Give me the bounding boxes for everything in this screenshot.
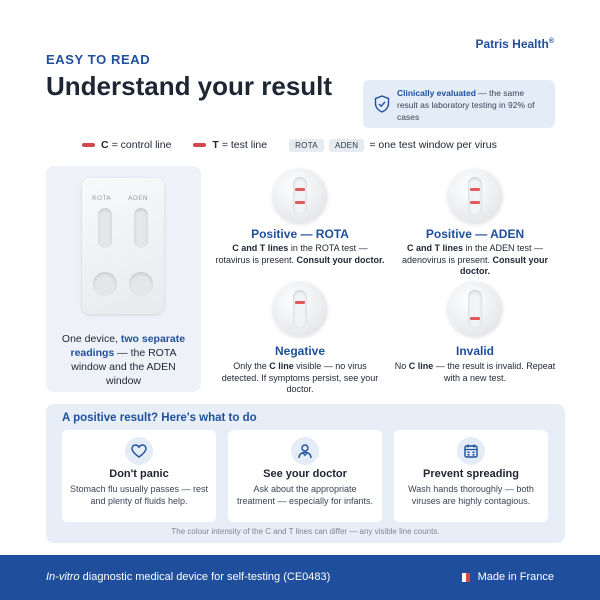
test-slot [468, 290, 482, 328]
result-bold: C line [408, 361, 434, 371]
card-title: Don't panic [109, 468, 169, 480]
result-bold: C line [269, 361, 294, 371]
made-in-france-text: Made in France [477, 571, 554, 583]
control-line [470, 188, 480, 191]
action-panel [46, 404, 565, 543]
header [0, 0, 600, 165]
brand-name: Patris Health [475, 37, 549, 51]
test-slot [468, 177, 482, 215]
result-pre: Only the [233, 361, 270, 371]
caption-post: — the ROTA window and the ADEN window [71, 347, 177, 387]
footer-origin [458, 571, 554, 583]
result-body: — the result is invalid. Repeat with a new test. [433, 361, 556, 383]
clinical-badge [363, 80, 555, 128]
test-window-negative [273, 282, 327, 336]
legend [82, 138, 519, 152]
chip-aden: ADEN [329, 139, 364, 152]
device-card [46, 166, 201, 392]
card-text: Stomach flu usually passes — rest and plenty of fluids help. [69, 484, 209, 506]
badge-text: — the same result as laboratory testing in 92% of cases [397, 88, 535, 122]
panel-note: The colour intensity of the C and T lines can differ — any visible line counts. [171, 527, 440, 536]
card-text: Wash hands thoroughly — both viruses are highly contagious. [408, 484, 534, 506]
test-line [295, 201, 305, 204]
legend-control [82, 139, 171, 151]
caption-pre: One device, [61, 333, 121, 345]
footer-text: diagnostic medical device for self-testing (CE0483) [79, 571, 331, 583]
action-card-see-doctor [228, 430, 382, 522]
test-device-image [82, 178, 164, 314]
control-line [295, 301, 305, 304]
panel-title: A positive result? Here's what to do [62, 412, 257, 424]
result-text [215, 243, 385, 266]
result-text [390, 361, 560, 384]
france-flag-icon [458, 573, 470, 582]
result-negative [215, 282, 385, 397]
chip-rota: ROTA [289, 139, 324, 152]
device-label-rota: ROTA [92, 194, 112, 202]
aden-sample-well [129, 272, 153, 296]
eyebrow-label: EASY TO READ [46, 52, 151, 67]
action-card-dont-panic [62, 430, 216, 522]
windows-text: = one test window per virus [369, 139, 497, 151]
legend-windows [289, 139, 497, 152]
rota-test-well [98, 208, 112, 248]
control-line-swatch [82, 143, 95, 147]
footer-disclaimer [46, 571, 330, 583]
footer [0, 555, 600, 600]
registered-mark: ® [548, 38, 554, 45]
test-line-swatch [193, 143, 206, 147]
caption-highlight: two separate readings [70, 333, 186, 359]
result-title: Positive — ADEN [425, 227, 525, 241]
action-card-prevent-spreading [394, 430, 548, 522]
card-title: See your doctor [263, 468, 347, 480]
page-title: Understand your result [46, 71, 333, 101]
control-text: = control line [111, 139, 172, 151]
test-text: = test line [221, 139, 268, 151]
flag-red [466, 573, 470, 582]
result-positive-aden [390, 166, 560, 281]
shield-check-icon [374, 95, 390, 113]
result-action: Consult your doctor. [296, 254, 385, 265]
footer-italic: In-vitro [46, 571, 80, 583]
card-text: Ask about the appropriate treatment — especially for infants. [236, 484, 374, 506]
result-action: Consult your doctor. [459, 254, 549, 276]
result-bold: C and T lines [232, 243, 289, 253]
result-body: in the ROTA test — rotavirus is present. [215, 243, 368, 265]
calendar-icon [457, 437, 485, 465]
result-title: Negative [274, 344, 326, 358]
control-letter: C [101, 139, 109, 151]
brand-logo [475, 37, 554, 51]
test-letter: T [212, 139, 219, 151]
result-invalid [390, 282, 560, 397]
result-bold: C and T lines [406, 243, 463, 253]
doctor-icon [291, 437, 319, 465]
test-line [470, 201, 480, 204]
test-window-positive-rota [273, 169, 327, 223]
card-title: Prevent spreading [423, 468, 519, 480]
test-slot [293, 177, 307, 215]
test-line [470, 317, 480, 320]
test-window-invalid [448, 282, 502, 336]
result-text [215, 361, 385, 396]
aden-test-well [134, 208, 148, 248]
result-title: Positive — ROTA [251, 227, 349, 241]
test-slot [293, 290, 307, 328]
device-caption [54, 332, 193, 388]
result-body: in the ADEN test — adenovirus is present. [401, 243, 544, 265]
result-text [390, 243, 560, 278]
badge-strong: Clinically evaluated [397, 88, 476, 98]
result-body: visible — no virus detected. If symptoms persist, see your doctor. [221, 361, 379, 394]
rota-sample-well [93, 272, 117, 296]
heart-icon [125, 437, 153, 465]
control-line [295, 188, 305, 191]
result-pre: No [394, 361, 409, 371]
result-title: Invalid [455, 344, 494, 358]
legend-test [193, 139, 267, 151]
device-label-aden: ADEN [128, 194, 149, 202]
result-positive-rota [215, 166, 385, 281]
test-window-positive-aden [448, 169, 502, 223]
